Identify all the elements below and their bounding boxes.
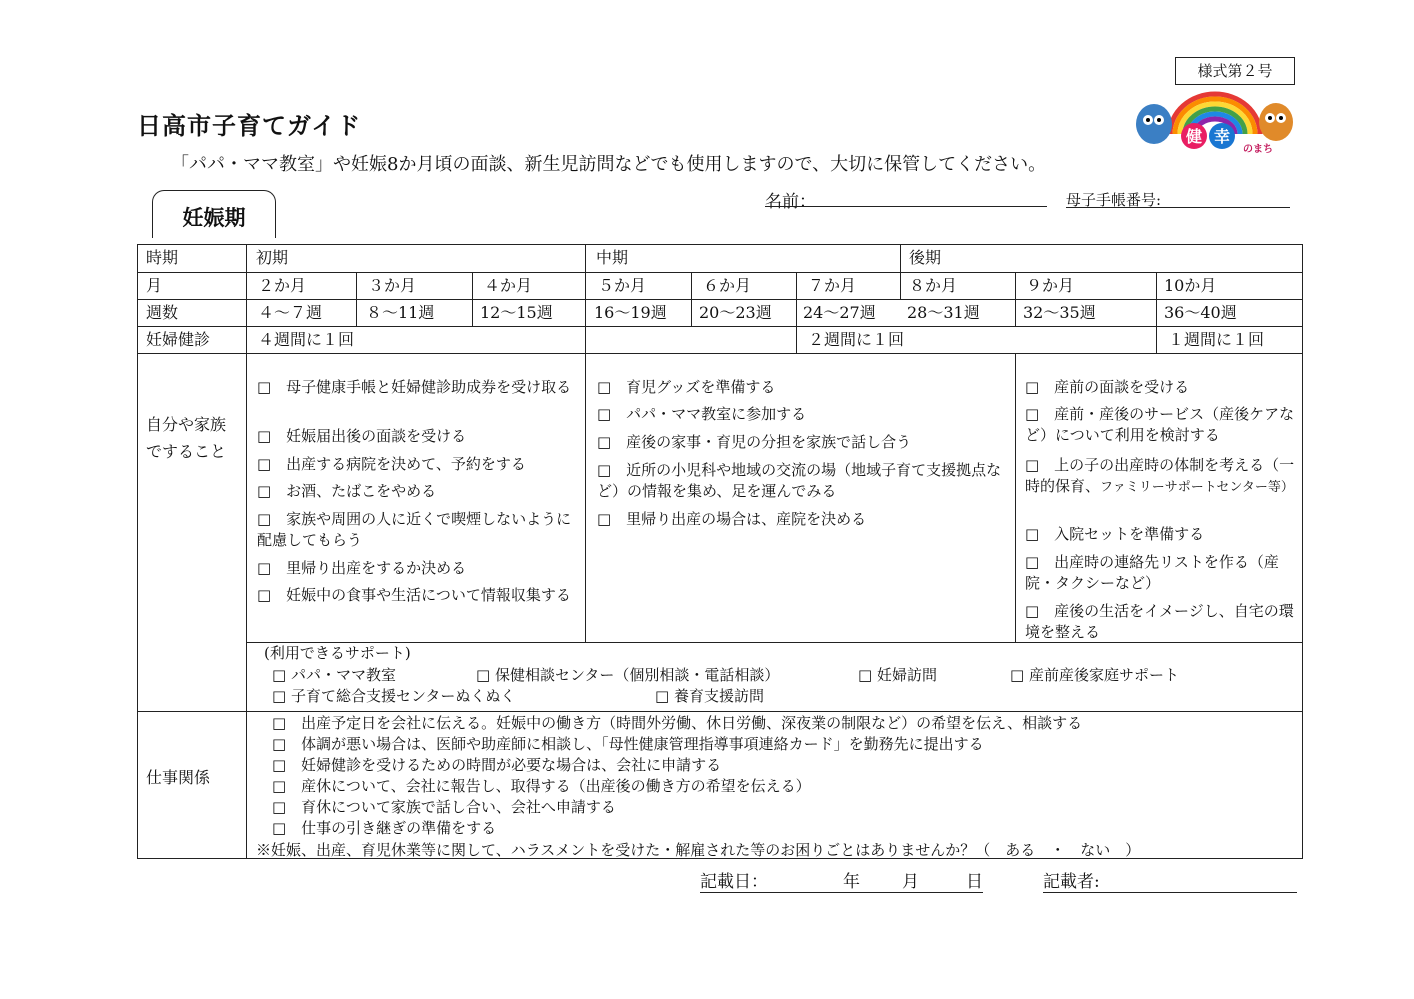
date-label: 記載日：	[700, 872, 768, 892]
mch-book-number-field[interactable]	[1066, 207, 1290, 208]
early-task[interactable]: □ 里帰り出産をするか決める	[257, 559, 467, 577]
checkup-cell: １週間に１回	[1168, 330, 1265, 349]
mid-task[interactable]: □ 里帰り出産の場合は、産院を決める	[597, 510, 867, 528]
work-task[interactable]: □ 妊婦健診を受けるための時間が必要な場合は、会社に申請する	[272, 756, 722, 774]
late-task-main: □ 上の子の出産時の体制を考える（一時的保育、	[1025, 456, 1295, 495]
weeks-cell: 28～31週	[907, 303, 980, 322]
checkup-cell: ２週間に１回	[808, 330, 905, 349]
checkup-cell: ４週間に１回	[258, 330, 355, 349]
work-task[interactable]: □ 仕事の引き継ぎの準備をする	[272, 819, 497, 837]
support-item[interactable]: □ 妊婦訪問	[858, 666, 937, 684]
early-task[interactable]: □ 妊娠中の食事や生活について情報収集する	[257, 586, 571, 604]
weeks-cell: 32～35週	[1023, 303, 1096, 322]
month-cell: ３か月	[368, 276, 417, 295]
weeks-cell: 36～40週	[1164, 303, 1237, 322]
work-task[interactable]: □ 体調が悪い場合は、医師や助産師に相談し、「母性健康管理指導事項連絡カード」を勤務先に提出する	[272, 735, 984, 753]
weeks-cell: ８～11週	[366, 303, 435, 322]
harassment-question[interactable]: ※妊娠、出産、育児休業等に関して、ハラスメントを受けた・解雇された等のお困りごとはありませんか？（ ある ・ ない ）	[256, 841, 1141, 859]
mid-task[interactable]: □ 育児グッズを準備する	[597, 378, 776, 396]
stage-mid: 中期	[596, 248, 629, 267]
month-cell: ９か月	[1026, 276, 1075, 295]
logo-subtext: のまち	[1243, 144, 1273, 155]
weeks-cell: 12～15週	[480, 303, 553, 322]
weeks-cell: 16～19週	[594, 303, 667, 322]
stage-early: 初期	[256, 248, 289, 267]
month-cell: ２か月	[258, 276, 307, 295]
mid-task[interactable]: □ 産後の家事・育児の分担を家族で話し合う	[597, 433, 912, 451]
mch-book-number-label: 母子手帳番号:	[1066, 191, 1162, 209]
early-task[interactable]: □ お酒、たばこをやめる	[257, 482, 437, 500]
mid-task[interactable]: □ パパ・ママ教室に参加する	[597, 405, 807, 423]
writer-label: 記載者:	[1043, 872, 1100, 892]
support-item[interactable]: □ 保健相談センター（個別相談・電話相談）	[476, 666, 780, 684]
weeks-cell: ４～７週	[258, 303, 323, 322]
row-header-period: 時期	[146, 248, 179, 267]
month-cell: ５か月	[598, 276, 647, 295]
row-header-month: 月	[146, 276, 163, 295]
row-header-checkup: 妊婦健診	[146, 330, 211, 349]
guide-title: 日高市子育てガイド	[137, 112, 362, 140]
support-heading: (利用できるサポート)	[264, 644, 411, 662]
month-cell: ８か月	[909, 276, 958, 295]
weeks-cell: 24～27週	[803, 303, 876, 322]
late-task[interactable]	[1025, 455, 1297, 498]
late-task[interactable]: □ 出産時の連絡先リストを作る（産院・タクシーなど）	[1025, 553, 1279, 592]
form-number: 様式第２号	[1175, 57, 1295, 85]
period-tab: 妊娠期	[152, 190, 276, 238]
late-task[interactable]: □ 産後の生活をイメージし、自宅の環境を整える	[1025, 602, 1294, 641]
support-item[interactable]: □ パパ・ママ教室	[272, 666, 396, 684]
late-task[interactable]: □ 産前の面談を受ける	[1025, 378, 1190, 396]
date-year: 年	[843, 872, 860, 892]
late-task-small: ファミリーサポートセンター等）	[1100, 480, 1294, 495]
date-field[interactable]	[700, 892, 983, 893]
support-item[interactable]: □ 子育て総合支援センターぬくぬく	[272, 687, 516, 705]
logo-char-1: 健	[1185, 127, 1203, 146]
month-cell: 10か月	[1164, 276, 1217, 295]
row-header-work: 仕事関係	[146, 768, 211, 787]
notice-text: 「パパ・ママ教室」や妊娠8か月頃の面談、新生児訪問などでも使用しますので、大切に保管してください。	[171, 154, 1047, 175]
logo-char-2: 幸	[1213, 127, 1231, 146]
name-label: 名前：	[765, 192, 816, 212]
work-task[interactable]: □ 育休について家族で話し合い、会社へ申請する	[272, 798, 616, 816]
weeks-cell: 20～23週	[699, 303, 772, 322]
name-field[interactable]	[765, 206, 1047, 207]
kenko-no-machi-logo	[1130, 86, 1300, 156]
work-task[interactable]: □ 出産予定日を会社に伝える。妊娠中の働き方（時間外労働、休日労働、深夜業の制限など）の希望を伝え、相談する	[272, 714, 1083, 732]
early-task[interactable]: □ 出産する病院を決めて、予約をする	[257, 455, 526, 473]
early-task[interactable]: □ 妊娠届出後の面談を受ける	[257, 427, 467, 445]
late-task[interactable]: □ 入院セットを準備する	[1025, 525, 1205, 543]
row-header-weeks: 週数	[146, 303, 179, 322]
support-item[interactable]: □ 養育支援訪問	[655, 687, 764, 705]
writer-field[interactable]	[1043, 892, 1297, 893]
early-task[interactable]: □ 母子健康手帳と妊婦健診助成券を受け取る	[257, 378, 572, 396]
support-item[interactable]: □ 産前産後家庭サポート	[1010, 666, 1179, 684]
month-cell: ６か月	[703, 276, 752, 295]
mid-task[interactable]: □ 近所の小児科や地域の交流の場（地域子育て支援拠点など）の情報を集め、足を運んでみる	[597, 461, 1002, 500]
month-cell: ４か月	[484, 276, 533, 295]
month-cell: ７か月	[808, 276, 857, 295]
date-month: 月	[902, 872, 919, 892]
late-task[interactable]: □ 産前・産後のサービス（産後ケアなど）について利用を検討する	[1025, 405, 1295, 444]
row-header-self: 自分や家族 ですること	[146, 415, 227, 461]
stage-late: 後期	[909, 248, 942, 267]
work-task[interactable]: □ 産休について、会社に報告し、取得する（出産後の働き方の希望を伝える）	[272, 777, 811, 795]
date-day: 日	[966, 872, 983, 892]
early-task[interactable]: □ 家族や周囲の人に近くで喫煙しないように配慮してもらう	[257, 510, 572, 549]
